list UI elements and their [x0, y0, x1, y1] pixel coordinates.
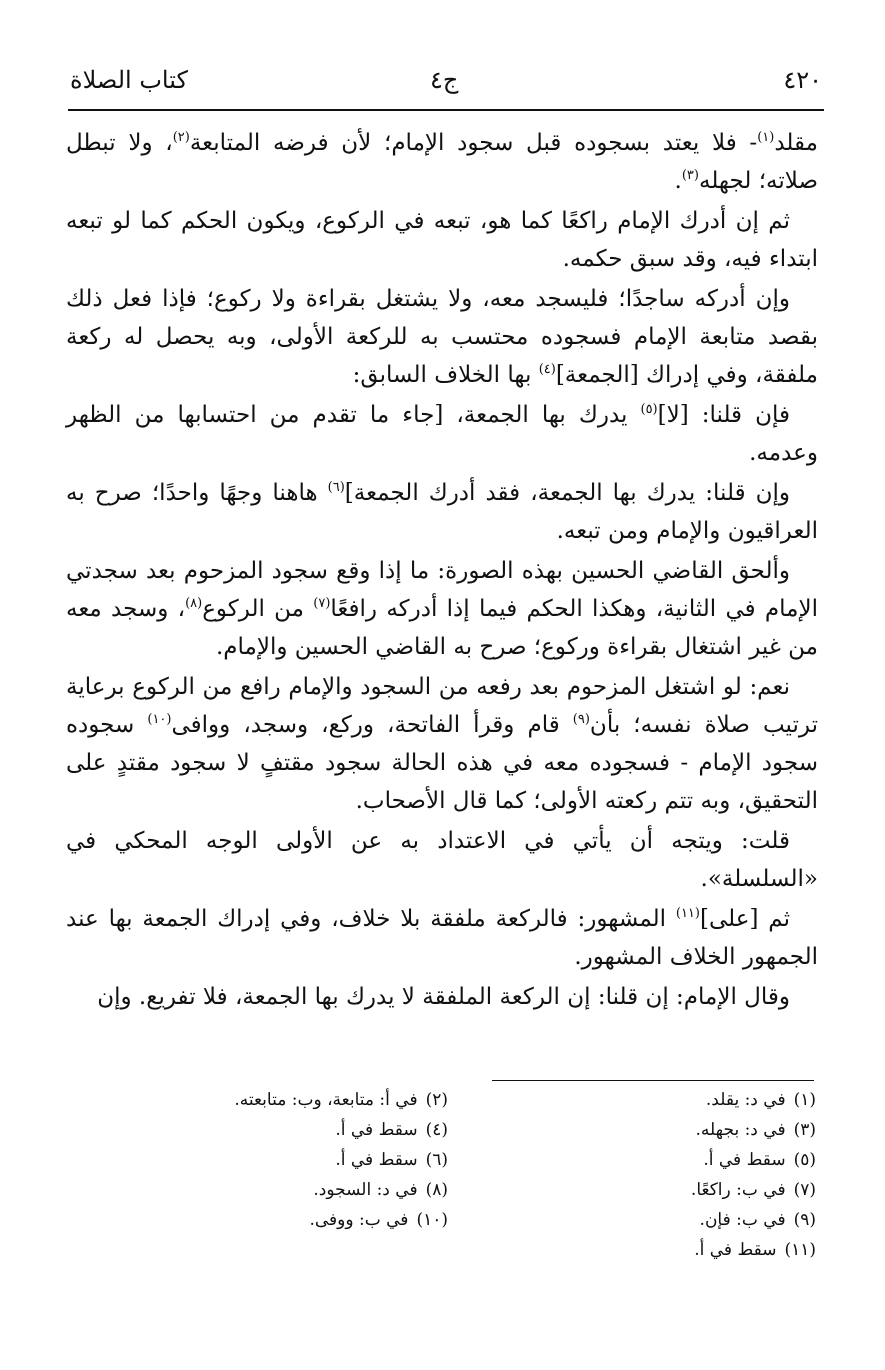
- footnote-item: [100, 1180, 448, 1210]
- footnote-number: (٨): [425, 1180, 448, 1200]
- footnote-item: [100, 1090, 448, 1120]
- paragraph-text: يدرك بها الجمعة، [جاء ما تقدم من احتسابها من الظهر وعدمه.: [66, 402, 818, 466]
- main-text: [66, 124, 818, 1018]
- footnote-text: في د: يقلد.: [705, 1090, 786, 1110]
- footnote-number: (١): [793, 1090, 816, 1110]
- book-title: كتاب الصلاة: [70, 66, 188, 94]
- body-paragraph: [66, 396, 818, 472]
- body-paragraph: [66, 202, 818, 278]
- footnote-marker: (٧): [313, 596, 331, 611]
- paragraph-text: وألحق القاضي الحسين بهذه الصورة: ما إذا وقع سجود المزحوم بعد سجدتي الإمام في الثانية، وهكذا الحكم فيما إذا أدركه رافعًا: [66, 558, 819, 622]
- footnote-text: في د: السجود.: [313, 1180, 418, 1200]
- paragraph-text: قام وقرأ الفاتحة، وركع، وسجد، ووافى: [171, 712, 573, 738]
- page-header: [70, 64, 822, 108]
- paragraph-text: - فلا يعتد بسجوده قبل سجود الإمام؛ لأن فرضه المتابعة: [189, 130, 758, 156]
- paragraph-text: نعم: لو اشتغل المزحوم بعد رفعه من السجود والإمام رافع من الركوع برعاية ترتيب صلاة نفسه؛ بأن: [66, 674, 818, 738]
- footnote-number: (٥): [793, 1150, 816, 1170]
- footnote-marker: (١٠): [147, 712, 172, 727]
- footnote-item: [100, 1150, 448, 1180]
- body-paragraph: [66, 668, 818, 820]
- footnote-marker: (٩): [572, 712, 590, 727]
- footnote-item: [468, 1150, 816, 1180]
- footnote-text: سقط في أ.: [703, 1150, 786, 1170]
- footnote-marker: (٦): [327, 480, 345, 495]
- footnote-marker: (١): [757, 130, 775, 145]
- footnote-divider: [492, 1080, 814, 1081]
- footnote-text: في ب: ووفى.: [309, 1210, 409, 1230]
- body-paragraph: [66, 124, 818, 200]
- paragraph-text: هاهنا وجهًا واحدًا؛ صرح به العراقيون والإمام ومن تبعه.: [66, 480, 818, 544]
- footnote-marker: (٥): [640, 402, 658, 417]
- footnote-number: (٣): [793, 1120, 816, 1140]
- footnote-text: في د: بجهله.: [695, 1120, 786, 1140]
- paragraph-text: قلت: ويتجه أن يأتي في الاعتداد به عن الأولى الوجه المحكي في «السلسلة».: [66, 828, 818, 892]
- body-paragraph: [66, 822, 818, 898]
- footnote-marker: (٣): [681, 168, 699, 183]
- header-divider: [68, 109, 824, 111]
- paragraph-text: وقال الإمام: إن قلنا: إن الركعة الملفقة لا يدرك بها الجمعة، فلا تفريع. وإن: [97, 984, 790, 1010]
- footnote-text: في ب: فإن.: [699, 1210, 786, 1230]
- footnote-number: (١٠): [416, 1210, 448, 1230]
- footnote-text: سقط في أ.: [694, 1240, 777, 1260]
- body-paragraph: [66, 900, 818, 976]
- footnote-marker: (٢): [172, 130, 190, 145]
- footnote-text: في ب: راكعًا.: [690, 1180, 786, 1200]
- body-paragraph: [66, 552, 818, 666]
- body-paragraph: [66, 474, 818, 550]
- body-paragraph: [66, 978, 818, 1016]
- paragraph-text: ثم [على]: [700, 906, 790, 932]
- paragraph-text: سجوده سجود الإمام - فسجوده معه في هذه الحالة سجود مقتفٍ لا سجود مقتدٍ على التحقيق، وبه تتم ركعته الأولى؛ كما قال الأصحاب.: [66, 712, 818, 814]
- footnote-text: في أ: متابعة، وب: متابعته.: [234, 1090, 418, 1110]
- volume-label: ج٤: [430, 66, 459, 94]
- paragraph-text: ، ولا تبطل صلاته؛ لجهله: [66, 130, 818, 194]
- paragraph-text: المشهور: فالركعة ملفقة بلا خلاف، وفي إدراك الجمعة بها عند الجمهور الخلاف المشهور.: [66, 906, 818, 970]
- paragraph-text: وإن قلنا: يدرك بها الجمعة، فقد أدرك الجمعة]: [344, 480, 790, 506]
- footnote-text: سقط في أ.: [335, 1120, 418, 1140]
- footnote-item: [100, 1210, 448, 1240]
- page-number: ٤٢٠: [783, 66, 822, 94]
- footnote-item: [468, 1180, 816, 1210]
- body-paragraph: [66, 280, 818, 394]
- footnote-item: [100, 1120, 448, 1150]
- paragraph-text: ثم إن أدرك الإمام راكعًا كما هو، تبعه في الركوع، ويكون الحكم كما لو تبعه ابتداء فيه، وقد سبق حكمه.: [66, 208, 818, 272]
- footnote-item: [468, 1090, 816, 1120]
- paragraph-text: وإن أدركه ساجدًا؛ فليسجد معه، ولا يشتغل بقراءة ولا ركوع؛ فإذا فعل ذلك بقصد متابعة الإمام فسجوده محتسب به للركعة الأولى، وبه يحصل له ركعة ملفقة، وفي إدراك [الجمعة]: [66, 286, 818, 388]
- paragraph-text: ، وسجد معه من غير اشتغال بقراءة وركوع؛ صرح به القاضي الحسين والإمام.: [66, 596, 818, 660]
- paragraph-text: .: [674, 168, 682, 194]
- footnote-number: (١١): [784, 1240, 816, 1260]
- footnote-item: [468, 1240, 816, 1270]
- footnote-marker: (٤): [538, 362, 556, 377]
- footnote-item: [468, 1210, 816, 1240]
- footnote-marker: (٨): [185, 596, 203, 611]
- footnotes: [100, 1090, 816, 1270]
- footnote-item: [468, 1120, 816, 1150]
- footnote-marker: (١١): [675, 906, 700, 921]
- footnote-number: (٤): [425, 1120, 448, 1140]
- paragraph-text: مقلد: [774, 130, 818, 156]
- footnote-number: (٧): [793, 1180, 816, 1200]
- footnote-number: (٢): [425, 1090, 448, 1110]
- footnote-number: (٦): [425, 1150, 448, 1170]
- paragraph-text: فإن قلنا: [لا]: [657, 402, 790, 428]
- footnote-text: سقط في أ.: [335, 1150, 418, 1170]
- footnote-number: (٩): [793, 1210, 816, 1230]
- paragraph-text: بها الخلاف السابق:: [352, 362, 539, 388]
- paragraph-text: من الركوع: [202, 596, 314, 622]
